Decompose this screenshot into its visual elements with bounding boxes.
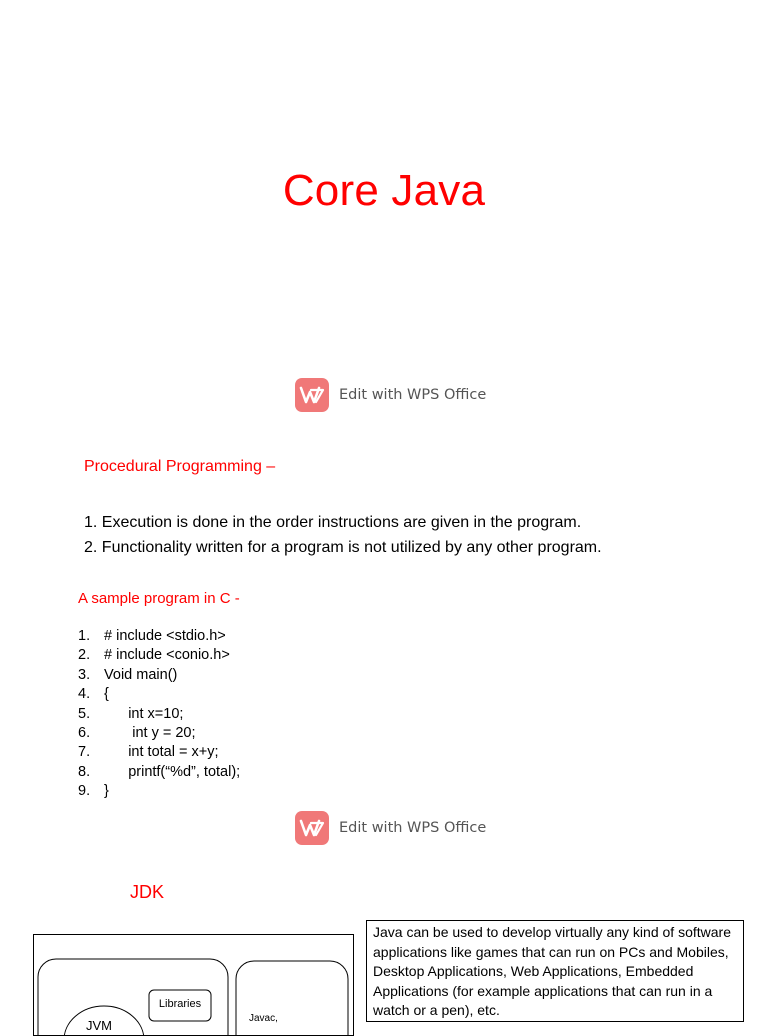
line-number: 3. [78, 666, 91, 683]
code-line [78, 743, 240, 762]
sample-program-heading: A sample program in C - [78, 590, 240, 607]
wps-edit-label: Edit with WPS Office [339, 820, 487, 836]
code-line [78, 627, 240, 646]
code-line [78, 763, 240, 782]
java-description-box: Java can be used to develop virtually any kind of software applications like games that can run on PCs and Mobiles, Desktop Applications, Web Applications, Embedded Applications (for example applications that can run in a watch or a pen), etc. [366, 920, 744, 1022]
line-number: 7. [78, 744, 91, 761]
jvm-label: JVM [86, 1018, 112, 1033]
line-number: 8. [78, 763, 91, 780]
line-number: 1. [78, 628, 91, 644]
line-number: 5. [78, 705, 91, 722]
code-line [78, 685, 240, 704]
code-line [78, 666, 240, 685]
jdk-heading: JDK [130, 882, 165, 902]
procedural-point: 1. Execution is done in the order instructions are given in the program. [84, 514, 582, 531]
code-listing [78, 627, 240, 802]
code-line [78, 705, 240, 724]
code-text: int x=10; [100, 705, 184, 722]
procedural-points [84, 510, 602, 560]
wps-logo-icon [295, 378, 329, 412]
line-number: 9. [78, 783, 91, 800]
code-text: Void main() [100, 666, 178, 683]
code-text: int y = 20; [100, 725, 196, 742]
code-line [78, 724, 240, 743]
wps-edit-banner[interactable] [295, 811, 486, 845]
page-title: Core Java [282, 166, 486, 215]
line-number: 2. [78, 647, 91, 664]
code-text: # include <conio.h> [100, 647, 230, 664]
procedural-heading: Procedural Programming – [84, 458, 276, 475]
code-text: # include <stdio.h> [100, 628, 226, 644]
procedural-point: 2. Functionality written for a program is not utilized by any other program. [84, 539, 602, 556]
code-text: } [100, 783, 109, 800]
code-line [78, 646, 240, 665]
jdk-diagram [33, 934, 354, 1036]
wps-edit-label: Edit with WPS Office [339, 387, 487, 403]
line-number: 4. [78, 686, 91, 703]
code-text: { [100, 686, 109, 703]
code-line [78, 782, 240, 801]
wps-edit-banner[interactable] [295, 378, 486, 412]
line-number: 6. [78, 725, 91, 742]
jdk-diagram-shapes [34, 935, 353, 1035]
libraries-label: Libraries [158, 998, 202, 1010]
code-text: int total = x+y; [100, 744, 219, 761]
wps-logo-icon [295, 811, 329, 845]
javac-label: Javac, [249, 1013, 278, 1024]
code-text: printf(“%d”, total); [100, 763, 241, 780]
